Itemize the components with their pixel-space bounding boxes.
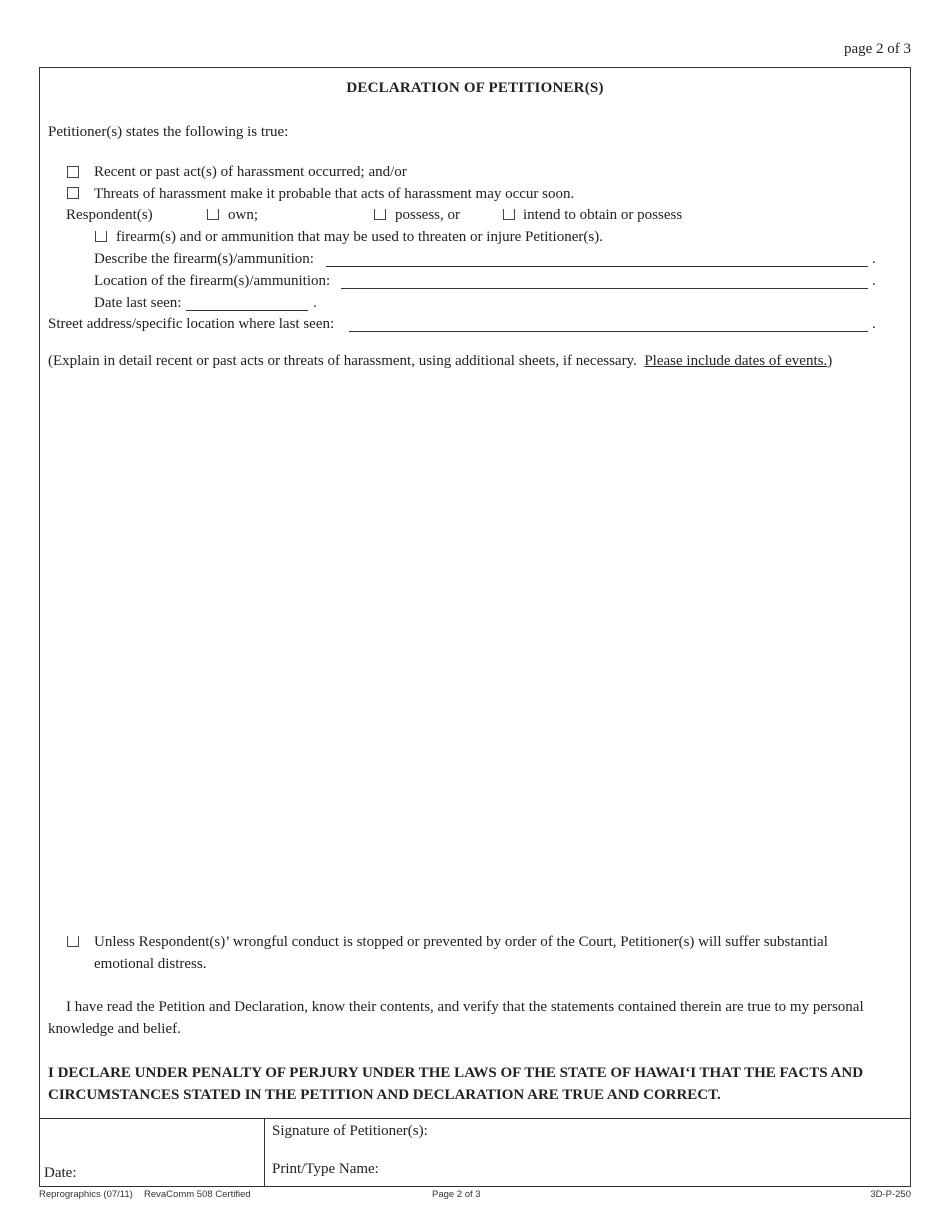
footer-reprographics: Reprographics (07/11)	[39, 1189, 133, 1200]
signature-field[interactable]	[440, 1121, 908, 1149]
explain-instruction	[48, 353, 832, 370]
date-seen-period: .	[313, 295, 317, 311]
print-name-field[interactable]	[390, 1158, 908, 1185]
perjury-declaration	[48, 1062, 908, 1106]
declaration-line-2: CIRCUMSTANCES STATED IN THE PETITION AND DECLARATION ARE TRUE AND CORRECT.	[48, 1087, 721, 1103]
footer-certified: RevaComm 508 Certified	[144, 1189, 251, 1200]
explanation-area[interactable]	[48, 378, 906, 918]
own-checkbox[interactable]	[207, 209, 219, 220]
respondent-label: Respondent(s)	[66, 207, 153, 223]
signature-label: Signature of Petitioner(s):	[272, 1123, 428, 1139]
own-label: own;	[228, 207, 258, 223]
describe-input-line[interactable]	[326, 266, 868, 267]
date-seen-label: Date last seen:	[94, 295, 182, 311]
signature-divider	[264, 1118, 265, 1187]
footer-form-code: 3D-P-250	[870, 1189, 911, 1200]
intro-text: Petitioner(s) states the following is true:	[48, 124, 289, 140]
explain-close: )	[827, 353, 833, 369]
verify-line-2: knowledge and belief.	[48, 1021, 181, 1037]
street-input-line[interactable]	[349, 331, 868, 332]
possess-checkbox[interactable]	[374, 209, 386, 220]
describe-period: .	[872, 251, 876, 267]
form-title: DECLARATION OF PETITIONER(S)	[346, 80, 604, 96]
explain-dates-note: Please include dates of events.	[644, 353, 828, 369]
firearms-checkbox[interactable]	[95, 231, 107, 242]
verify-line-1: I have read the Petition and Declaration, know their contents, and verify that the statements contained therein are true to my personal	[66, 999, 864, 1015]
intend-checkbox[interactable]	[503, 209, 515, 220]
date-seen-input-line[interactable]	[186, 310, 308, 311]
date-field[interactable]	[40, 1120, 263, 1186]
date-label: Date:	[44, 1165, 77, 1181]
firearms-label: firearm(s) and or ammunition that may be used to threaten or injure Petitioner(s).	[116, 229, 603, 245]
print-name-label: Print/Type Name:	[272, 1161, 379, 1177]
threats-checkbox[interactable]	[67, 187, 79, 199]
intend-label: intend to obtain or possess	[523, 207, 683, 223]
street-label: Street address/specific location where last seen:	[48, 316, 335, 332]
distress-checkbox[interactable]	[67, 936, 79, 947]
harassment-occurred-checkbox[interactable]	[67, 166, 79, 178]
page-number: page 2 of 3	[843, 41, 911, 57]
harassment-occurred-label: Recent or past act(s) of harassment occurred; and/or	[94, 164, 407, 180]
location-label: Location of the firearm(s)/ammunition:	[94, 273, 331, 289]
location-period: .	[872, 273, 876, 289]
distress-line-2: emotional distress.	[94, 956, 207, 972]
street-period: .	[872, 316, 876, 332]
declaration-line-1: I DECLARE UNDER PENALTY OF PERJURY UNDER THE LAWS OF THE STATE OF HAWAIʻI THAT THE FACTS AND	[48, 1065, 864, 1081]
distress-line-1: Unless Respondent(s)’ wrongful conduct is stopped or prevented by order of the Court, Petitioner(s) will suffer substantial	[94, 934, 828, 950]
describe-label: Describe the firearm(s)/ammunition:	[94, 251, 314, 267]
explain-text: (Explain in detail recent or past acts or threats of harassment, using additional sheets, if necessary.	[48, 353, 637, 369]
threats-label: Threats of harassment make it probable that acts of harassment may occur soon.	[94, 186, 575, 202]
footer-page-number: Page 2 of 3	[432, 1189, 481, 1200]
possess-label: possess, or	[395, 207, 461, 223]
location-input-line[interactable]	[341, 288, 868, 289]
